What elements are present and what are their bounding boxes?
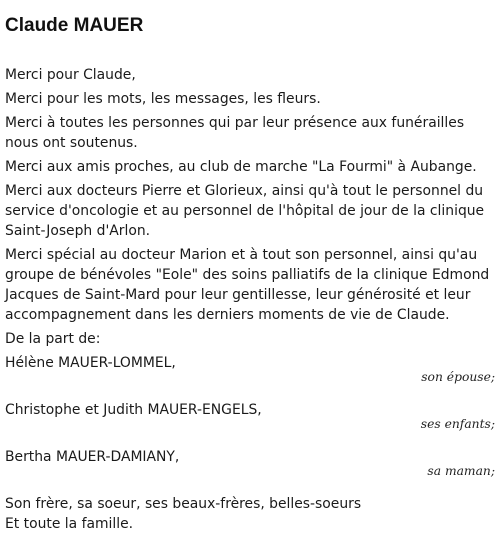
- signer-row: [5, 447, 495, 494]
- page-title: Claude MAUER: [5, 15, 144, 36]
- thanks-section: [5, 65, 495, 349]
- signer-row: [5, 400, 495, 447]
- thanks-paragraph-5: Merci aux docteurs Pierre et Glorieux, ainsi qu'à tout le personnel du service d'oncologie et au personnel de l'hôpital de jour de la clinique Saint-Joseph d'Arlon.: [5, 183, 485, 239]
- signer-row: [5, 353, 495, 400]
- signer-name: Christophe et Judith MAUER-ENGELS,: [5, 402, 262, 418]
- from-label: De la part de:: [5, 331, 101, 347]
- signer-relation: sa maman;: [427, 464, 495, 478]
- thanks-paragraph-4: Merci aux amis proches, au club de marche "La Fourmi" à Aubange.: [5, 159, 477, 175]
- closing-line-1: Son frère, sa soeur, ses beaux-frères, belles-soeurs: [5, 496, 362, 512]
- thanks-paragraph-2: Merci pour les mots, les messages, les fleurs.: [5, 91, 321, 107]
- thanks-paragraph-3: Merci à toutes les personnes qui par leur présence aux funérailles nous ont soutenus.: [5, 115, 465, 151]
- signer-relation: ses enfants;: [420, 417, 495, 431]
- obituary-notice: [5, 14, 495, 534]
- closing-section: [5, 494, 495, 534]
- signer-name: Hélène MAUER-LOMMEL,: [5, 355, 176, 371]
- thanks-paragraph-6: Merci spécial au docteur Marion et à tout son personnel, ainsi qu'au groupe de bénévoles "Eole" des soins palliatifs de la clinique Edmond Jacques de Saint-Mard pour leur gentillesse, leur générosité et leur accompagnement dans les derniers moments de vie de Claude.: [5, 247, 490, 323]
- thanks-paragraph-1: Merci pour Claude,: [5, 67, 136, 83]
- closing-line-2: Et toute la famille.: [5, 516, 134, 532]
- signer-name: Bertha MAUER-DAMIANY,: [5, 449, 180, 465]
- signers-list: [5, 353, 495, 494]
- signer-relation: son épouse;: [421, 370, 495, 384]
